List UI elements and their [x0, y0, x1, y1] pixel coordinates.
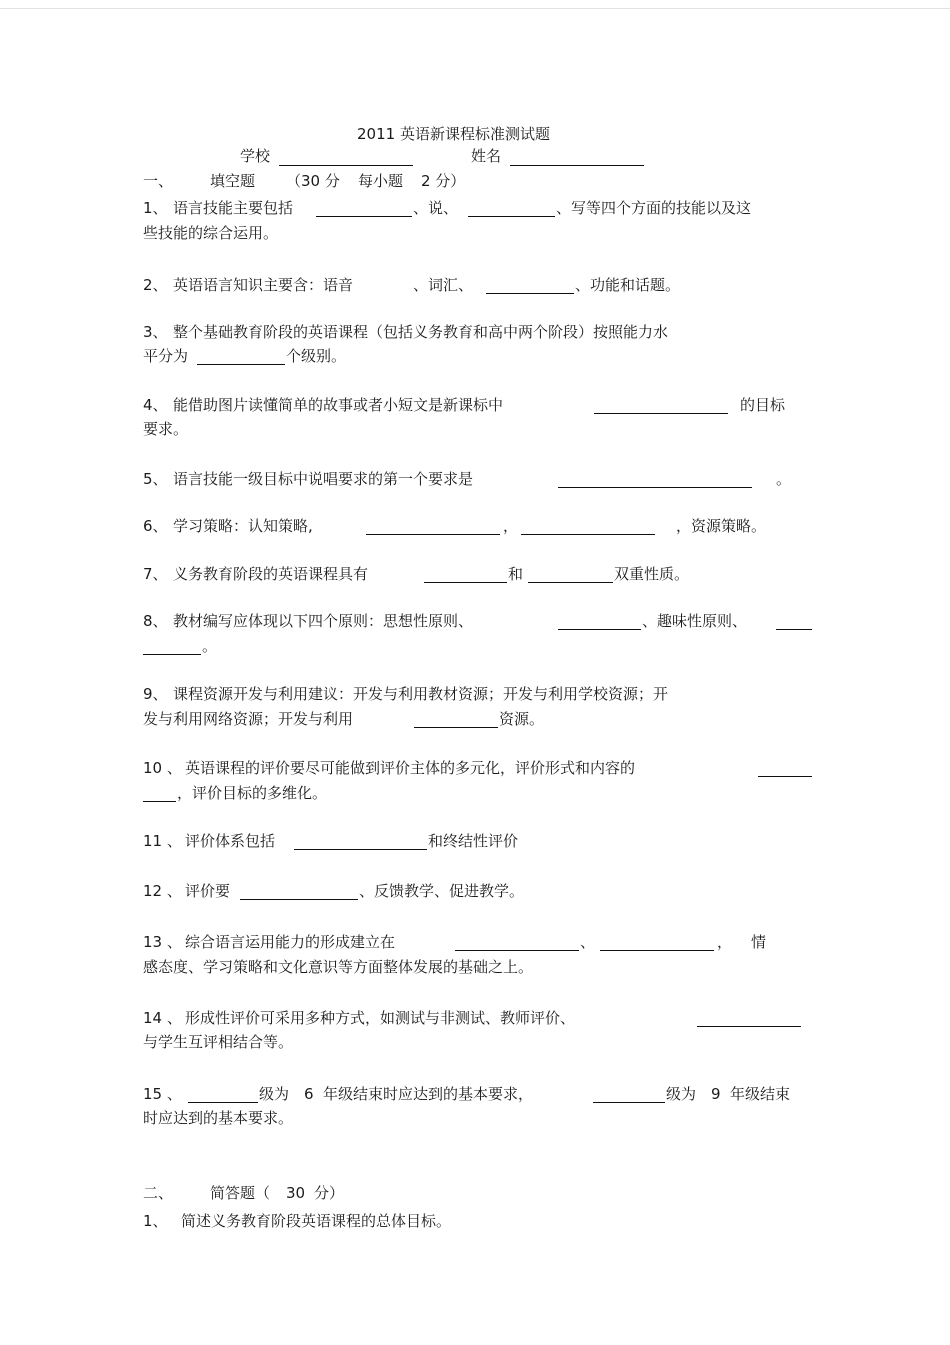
q15-text-g: 时应达到的基本要求。 — [143, 1109, 294, 1127]
q1-text-b: 、说、 — [413, 199, 459, 217]
q7-blank-2[interactable] — [528, 582, 613, 583]
q3-text-b: 平分为 — [143, 347, 189, 365]
q8-text-b: 、趣味性原则、 — [642, 612, 748, 630]
q14-text-b: 与学生互评相结合等。 — [143, 1033, 294, 1051]
q7-blank-1[interactable] — [424, 582, 507, 583]
q4-text-c: 要求。 — [143, 420, 189, 438]
q13-blank-1[interactable] — [455, 950, 579, 951]
q13-text-b: 、 — [580, 933, 596, 951]
q1-text-c: 、写等四个方面的技能以及这 — [556, 199, 752, 217]
q15-blank-2[interactable] — [593, 1102, 665, 1103]
q8-blank-2b[interactable] — [143, 654, 201, 655]
q1-text-d: 些技能的综合运用。 — [143, 224, 279, 242]
q2-text-b: 、词汇、 — [413, 276, 474, 294]
q7-text-a: 义务教育阶段的英语课程具有 — [173, 565, 369, 583]
q8-blank-1[interactable] — [558, 629, 641, 630]
section1-per-score: 2 分） — [421, 172, 466, 190]
q15-text-c: 年级结束时应达到的基本要求， — [323, 1085, 534, 1103]
section1-per-question: 每小题 — [358, 172, 404, 190]
q10-text-a: 英语课程的评价要尽可能做到评价主体的多元化，评价形式和内容的 — [185, 759, 636, 777]
q15-text-a: 级为 — [259, 1085, 290, 1103]
q6-text-b: ， — [503, 517, 519, 535]
q4-blank-1[interactable] — [594, 413, 728, 414]
q12-blank-1[interactable] — [240, 899, 358, 900]
s2-q1-number: 1、 — [143, 1212, 168, 1230]
q7-text-c: 双重性质。 — [614, 565, 690, 583]
q7-number: 7、 — [143, 565, 168, 583]
q8-text-c: 。 — [202, 637, 218, 655]
section1-title: 填空题 — [210, 172, 256, 190]
q3-number: 3、 — [143, 323, 168, 341]
name-blank[interactable] — [510, 165, 644, 166]
q12-number: 12 、 — [143, 882, 182, 900]
section2-score: 30 — [286, 1184, 306, 1202]
q11-number: 11 、 — [143, 832, 182, 850]
q3-text-c: 个级别。 — [286, 347, 347, 365]
q8-blank-2a[interactable] — [776, 629, 812, 630]
q6-number: 6、 — [143, 517, 168, 535]
page-title: 2011 英语新课程标准测试题 — [357, 125, 550, 143]
q15-blank-1[interactable] — [188, 1102, 258, 1103]
q5-number: 5、 — [143, 470, 168, 488]
q10-blank-1b[interactable] — [143, 801, 176, 802]
q10-blank-1a[interactable] — [758, 776, 812, 777]
school-label: 学校 — [240, 147, 271, 165]
q9-text-b: 发与利用网络资源；开发与利用 — [143, 710, 354, 728]
q13-blank-2[interactable] — [600, 950, 714, 951]
q13-text-e: 感态度、学习策略和文化意识等方面整体发展的基础之上。 — [143, 958, 534, 976]
school-blank[interactable] — [279, 165, 413, 166]
q14-blank-1[interactable] — [697, 1026, 801, 1027]
q2-number: 2、 — [143, 276, 168, 294]
q13-text-a: 综合语言运用能力的形成建立在 — [185, 933, 396, 951]
q9-text-c: 资源。 — [499, 710, 545, 728]
q4-text-a: 能借助图片读懂简单的故事或者小短文是新课标中 — [173, 396, 504, 414]
section1-number: 一、 — [143, 172, 174, 190]
s2-q1-text: 简述义务教育阶段英语课程的总体目标。 — [181, 1212, 452, 1230]
q7-text-b: 和 — [508, 565, 524, 583]
q2-text-c: 、功能和话题。 — [575, 276, 681, 294]
q11-blank-1[interactable] — [294, 849, 427, 850]
q1-blank-2[interactable] — [468, 216, 555, 217]
q6-text-c: ，资源策略。 — [676, 517, 767, 535]
q5-blank-1[interactable] — [558, 487, 752, 488]
q8-number: 8、 — [143, 612, 168, 630]
q12-text-b: 、反馈教学、促进教学。 — [359, 882, 525, 900]
q13-number: 13 、 — [143, 933, 182, 951]
q3-text-a: 整个基础教育阶段的英语课程（包括义务教育和高中两个阶段）按照能力水 — [173, 323, 669, 341]
top-border-line — [0, 8, 950, 9]
q12-text-a: 评价要 — [185, 882, 231, 900]
q14-number: 14 、 — [143, 1009, 182, 1027]
q5-text-b: 。 — [776, 470, 792, 488]
q1-number: 1、 — [143, 199, 168, 217]
section1-score: （30 分 — [286, 172, 340, 190]
q6-blank-1[interactable] — [366, 534, 500, 535]
q11-text-a: 评价体系包括 — [185, 832, 276, 850]
q13-text-d: 情 — [751, 933, 767, 951]
q10-number: 10 、 — [143, 759, 182, 777]
q15-text-f: 年级结束 — [730, 1085, 791, 1103]
q9-blank-1[interactable] — [414, 727, 498, 728]
q2-blank-1[interactable] — [486, 293, 574, 294]
q8-text-a: 教材编写应体现以下四个原则：思想性原则、 — [173, 612, 474, 630]
q11-text-b: 和终结性评价 — [428, 832, 519, 850]
section2-score-unit: 分） — [314, 1184, 345, 1202]
q15-text-e: 9 — [711, 1085, 721, 1103]
q9-text-a: 课程资源开发与利用建议：开发与利用教材资源；开发与利用学校资源；开 — [173, 685, 669, 703]
q6-blank-2[interactable] — [521, 534, 655, 535]
section2-title: 简答题（ — [210, 1184, 271, 1202]
q6-text-a: 学习策略：认知策略, — [173, 517, 313, 535]
q1-blank-1[interactable] — [316, 216, 412, 217]
q4-text-b: 的目标 — [740, 396, 786, 414]
q15-text-d: 级为 — [666, 1085, 697, 1103]
q14-text-a: 形成性评价可采用多种方式，如测试与非测试、教师评价、 — [185, 1009, 576, 1027]
q1-text-a: 语言技能主要包括 — [173, 199, 294, 217]
q4-number: 4、 — [143, 396, 168, 414]
q3-blank-1[interactable] — [197, 364, 285, 365]
q10-text-b: ，评价目标的多维化。 — [177, 784, 328, 802]
q5-text-a: 语言技能一级目标中说唱要求的第一个要求是 — [173, 470, 474, 488]
name-label: 姓名 — [471, 147, 502, 165]
q2-text-a: 英语语言知识主要含：语音 — [173, 276, 354, 294]
q13-text-c: ， — [717, 933, 733, 951]
q15-text-b: 6 — [304, 1085, 314, 1103]
q9-number: 9、 — [143, 685, 168, 703]
q15-number: 15 、 — [143, 1085, 182, 1103]
section2-number: 二、 — [143, 1184, 174, 1202]
